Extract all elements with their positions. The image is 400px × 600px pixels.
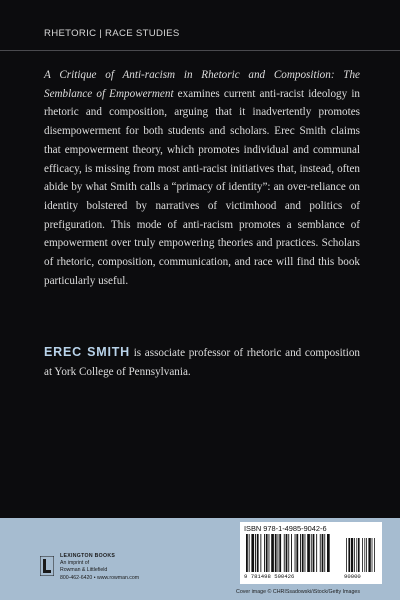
series-label: RHETORIC | RACE STUDIES [44,28,180,39]
parent-company: Rowman & Littlefield [60,567,108,574]
price-code: 90000 [344,573,361,580]
author-bio-text: is associate professor of rhetoric and composition at York College of Pennsylvania. [44,347,360,378]
barcode-box [240,522,382,584]
author-bio [44,343,360,381]
publisher-name: LEXINGTON BOOKS [60,553,116,559]
publisher-text [60,553,139,582]
footer-band [0,518,400,600]
author-name: EREC SMITH [44,345,130,359]
header-rule [0,50,400,51]
publisher-block [40,552,180,592]
barcode-digits: 9 781498 590426 [244,573,295,580]
book-description [44,66,360,290]
publisher-logo-icon [40,556,54,576]
cover-credit: Cover image © CHRISsadowski/iStock/Getty Images [236,589,361,595]
barcode-icon [246,534,376,572]
isbn-label: ISBN 978-1-4985-9042-6 [244,524,327,533]
publisher-contact: 800-462-6420 • www.rowman.com [60,574,140,581]
book-title: A Critique of Anti-racism in Rhetoric and Composition: The Semblance of Empowerment [44,69,360,100]
imprint-line: An imprint of [60,560,90,567]
description-text: examines current anti-racist ideology in rhetoric and composition, arguing that it inadvertently promotes disempowerment for both students and scholars. Erec Smith claims that empowerment theory, which promotes individual and communal efficacy, is missing from most anti-racist initiatives that, instead, often abide by what Smith calls a “primacy of identity”: an over-reliance on identity bolstered by narratives of victimhood and politics of prefiguration. This mode of anti-racism promotes a semblance of empowerment over truly empowering theories and practices. Scholars of rhetoric, composition, communication, and race will find this book particularly useful. [44,87,360,287]
